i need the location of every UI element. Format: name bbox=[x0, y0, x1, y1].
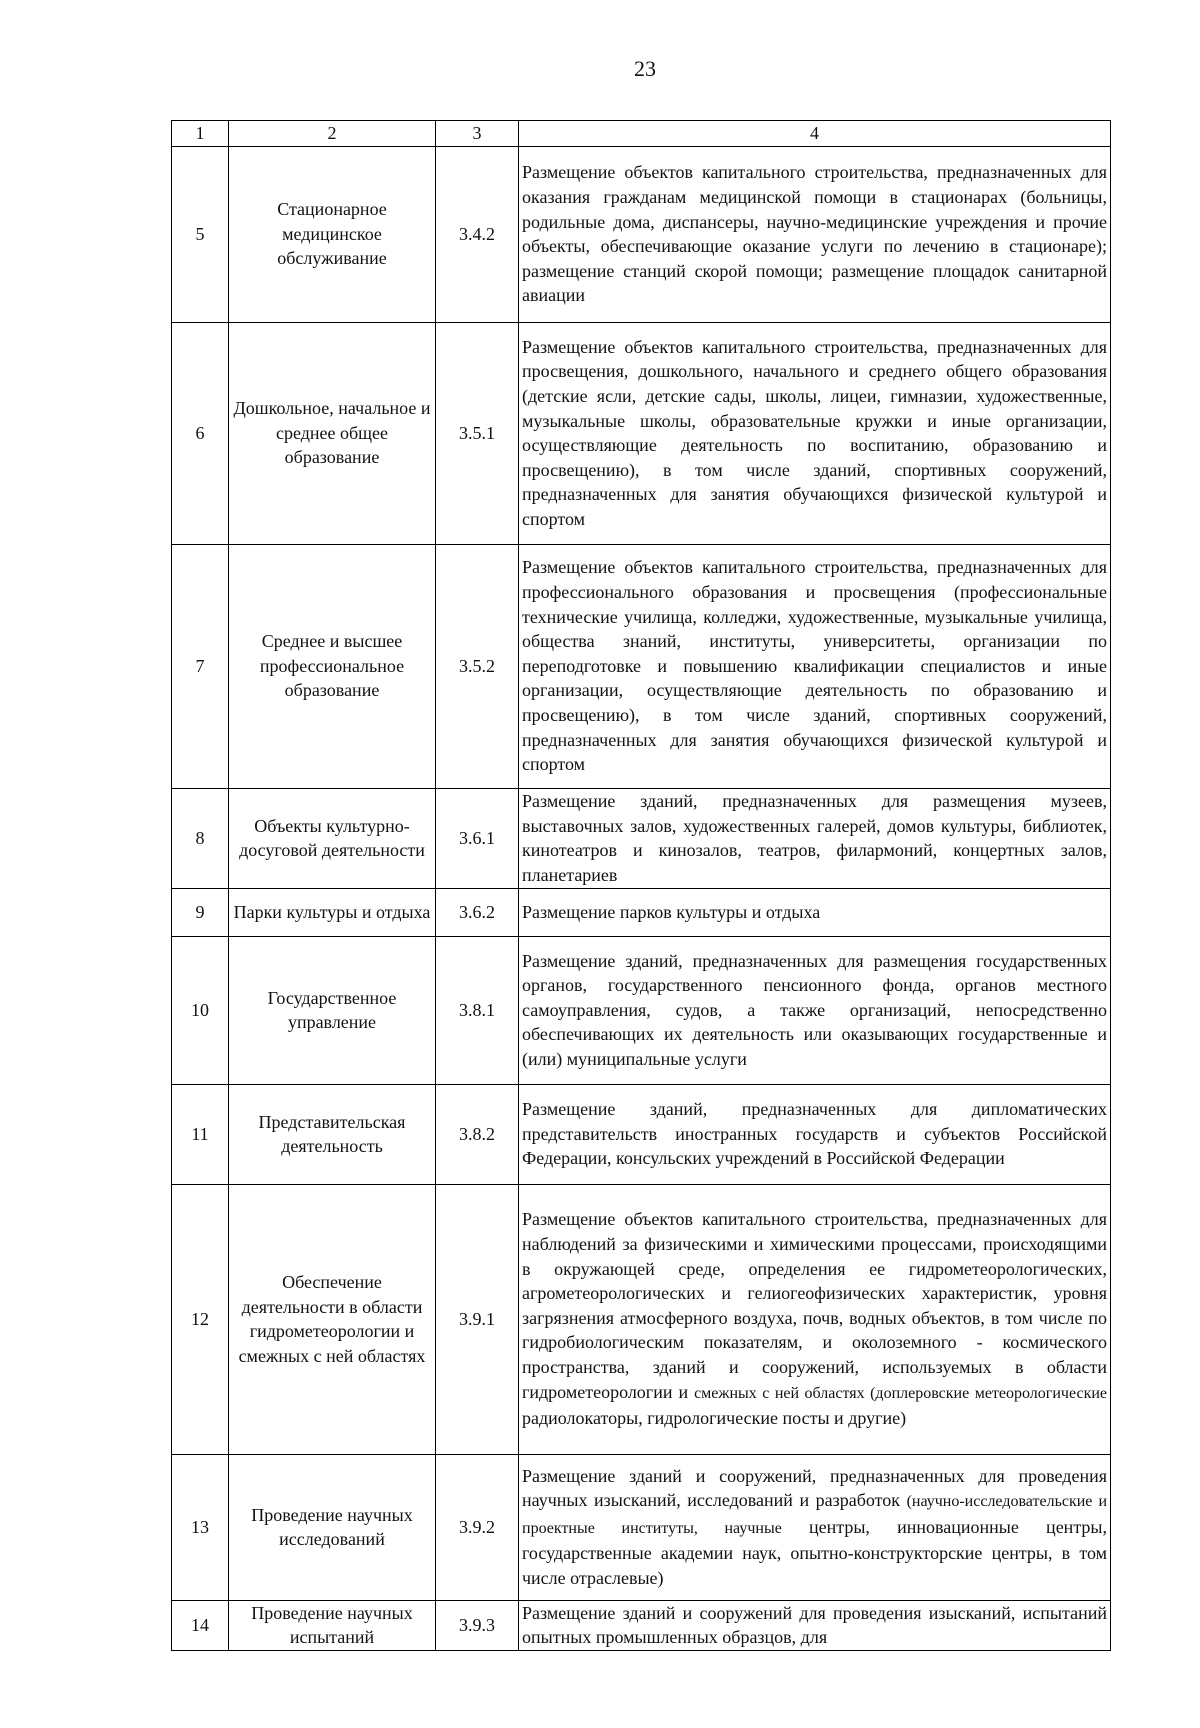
table-row bbox=[172, 146, 1111, 322]
description-small-text: (научно-исследовательские и проектные институты, научные bbox=[522, 1493, 1108, 1537]
row-number: 5 bbox=[172, 146, 229, 322]
land-use-description: Размещение объектов капитального строительства, предназначенных для оказания гражданам медицинской помощи в стационарах (больницы, родильные дома, диспансеры, научно-медицинские учреждения и прочие объекты, обеспечивающие оказание услуги по лечению в стационаре); размещение станций скорой помощи; размещение площадок санитарной авиации bbox=[519, 146, 1111, 322]
table-row bbox=[172, 544, 1111, 788]
table-row bbox=[172, 788, 1111, 888]
table-row bbox=[172, 322, 1111, 544]
table-row bbox=[172, 1600, 1111, 1650]
row-number: 6 bbox=[172, 322, 229, 544]
land-use-name: Обеспечение деятельности в области гидрометеорологии и смежных с ней областях bbox=[229, 1184, 436, 1454]
header-col-3: 3 bbox=[436, 121, 519, 147]
header-col-2: 2 bbox=[229, 121, 436, 147]
land-use-description: Размещение зданий, предназначенных для дипломатических представительств иностранных государств и субъектов Российской Федерации, консульских учреждений в Российской Федерации bbox=[519, 1084, 1111, 1184]
table-row bbox=[172, 936, 1111, 1084]
land-use-code: 3.8.1 bbox=[436, 936, 519, 1084]
land-use-code: 3.9.2 bbox=[436, 1454, 519, 1600]
table-header-row bbox=[172, 121, 1111, 147]
land-use-description bbox=[519, 1454, 1111, 1600]
table-row bbox=[172, 1454, 1111, 1600]
header-col-4: 4 bbox=[519, 121, 1111, 147]
description-text-end: центры, инновационные центры, государственные академии наук, опытно-конструкторские центры, в том числе отраслевые) bbox=[522, 1516, 1107, 1588]
land-use-description: Размещение объектов капитального строительства, предназначенных для профессионального образования и просвещения (профессиональные технические училища, колледжи, художественные, музыкальные училища, общества знаний, институты, университеты, организации по переподготовке и повышению квалификации специалистов и иные организации, осуществляющие деятельность по образованию и просвещению), в том числе зданий, спортивных сооружений, предназначенных для занятия обучающихся физической культурой и спортом bbox=[519, 544, 1111, 788]
land-use-name: Стационарное медицинское обслуживание bbox=[229, 146, 436, 322]
land-use-code: 3.4.2 bbox=[436, 146, 519, 322]
land-use-description: Размещение зданий и сооружений для проведения изысканий, испытаний опытных промышленных образцов, для bbox=[519, 1600, 1111, 1650]
row-number: 12 bbox=[172, 1184, 229, 1454]
land-use-name: Государственное управление bbox=[229, 936, 436, 1084]
land-use-code: 3.9.3 bbox=[436, 1600, 519, 1650]
row-number: 8 bbox=[172, 788, 229, 888]
description-text: Размещение зданий и сооружений, предназначенных для проведения научных изысканий, исследований и разработок bbox=[522, 1465, 1107, 1511]
table-row bbox=[172, 888, 1111, 936]
land-use-table bbox=[171, 120, 1111, 1651]
table-row bbox=[172, 1184, 1111, 1454]
page-number: 23 bbox=[634, 56, 656, 81]
land-use-name: Среднее и высшее профессиональное образование bbox=[229, 544, 436, 788]
land-use-name: Проведение научных испытаний bbox=[229, 1600, 436, 1650]
land-use-code: 3.8.2 bbox=[436, 1084, 519, 1184]
land-use-description: Размещение зданий, предназначенных для размещения музеев, выставочных залов, художественных галерей, домов культуры, библиотек, кинотеатров и кинозалов, театров, филармоний, концертных залов, планетариев bbox=[519, 788, 1111, 888]
row-number: 7 bbox=[172, 544, 229, 788]
land-use-name: Объекты культурно-досуговой деятельности bbox=[229, 788, 436, 888]
row-number: 11 bbox=[172, 1084, 229, 1184]
land-use-description bbox=[519, 1184, 1111, 1454]
land-use-description: Размещение зданий, предназначенных для размещения государственных органов, государственного пенсионного фонда, органов местного самоуправления, судов, а также организаций, непосредственно обеспечивающих их деятельность или оказывающих государственные и (или) муниципальные услуги bbox=[519, 936, 1111, 1084]
row-number: 13 bbox=[172, 1454, 229, 1600]
land-use-name: Парки культуры и отдыха bbox=[229, 888, 436, 936]
land-use-description: Размещение парков культуры и отдыха bbox=[519, 888, 1111, 936]
land-use-code: 3.6.1 bbox=[436, 788, 519, 888]
description-text: Размещение объектов капитального строительства, предназначенных для наблюдений за физическими и химическими процессами, происходящими в окружающей среде, определения ее гидрометеорологических, агрометеорологических и гелиогеофизических характеристик, уровня загрязнения атмосферного воздуха, почв, водных объектов, в том числе по гидробиологическим показателям, и околоземного - космического пространства, зданий и сооружений, используемых в области гидрометеорологии и bbox=[522, 1209, 1107, 1402]
land-use-code: 3.6.2 bbox=[436, 888, 519, 936]
row-number: 10 bbox=[172, 936, 229, 1084]
table-row bbox=[172, 1084, 1111, 1184]
header-col-1: 1 bbox=[172, 121, 229, 147]
land-use-code: 3.5.1 bbox=[436, 322, 519, 544]
row-number: 9 bbox=[172, 888, 229, 936]
description-text-end: радиолокаторы, гидрологические посты и другие) bbox=[522, 1408, 907, 1429]
land-use-name: Проведение научных исследований bbox=[229, 1454, 436, 1600]
land-use-description: Размещение объектов капитального строительства, предназначенных для просвещения, дошкольного, начального и среднего общего образования (детские ясли, детские сады, школы, лицеи, гимназии, художественные, музыкальные школы, образовательные кружки и иные организации, осуществляющие деятельность по воспитанию, образованию и просвещению), в том числе зданий, спортивных сооружений, предназначенных для занятия обучающихся физической культурой и спортом bbox=[519, 322, 1111, 544]
land-use-code: 3.5.2 bbox=[436, 544, 519, 788]
land-use-name: Представительская деятельность bbox=[229, 1084, 436, 1184]
row-number: 14 bbox=[172, 1600, 229, 1650]
land-use-code: 3.9.1 bbox=[436, 1184, 519, 1454]
description-small-text: смежных с ней областях (доплеровские метеорологические bbox=[694, 1384, 1107, 1402]
land-use-name: Дошкольное, начальное и среднее общее образование bbox=[229, 322, 436, 544]
